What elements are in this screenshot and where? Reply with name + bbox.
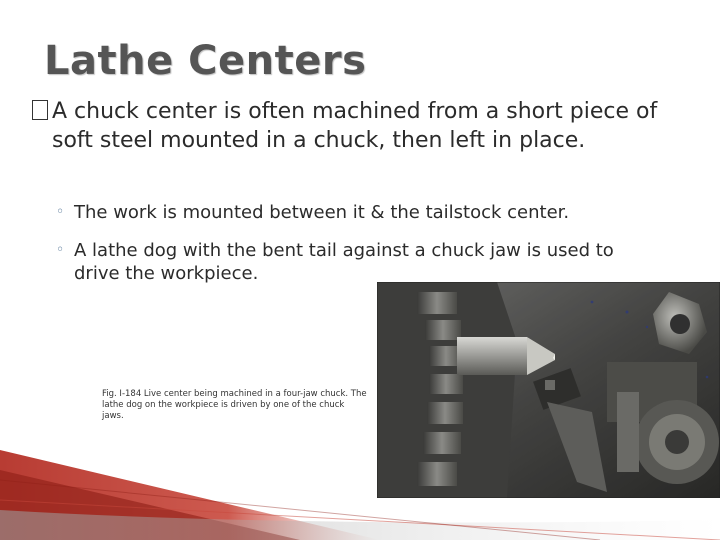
sub-bullet-marker-icon: ◦: [56, 204, 65, 220]
footer-decoration: [0, 450, 720, 540]
sub-bullet-text: A lathe dog with the bent tail against a chuck jaw is used to drive the workpiece.: [74, 240, 614, 284]
figure-caption: Fig. I-184 Live center being machined in a four-jaw chuck. The lathe dog on the workpiece is driven by one of the chuck jaws.: [102, 389, 367, 421]
main-bullet-text: A chuck center is often machined from a short piece of soft steel mounted in a chuck, then left in place.: [52, 99, 658, 153]
sub-bullet-marker-icon: ◦: [56, 242, 65, 258]
bullet-box-icon: [32, 100, 48, 120]
sub-bullet-text: The work is mounted between it & the tailstock center.: [74, 202, 570, 223]
main-bullet: [28, 97, 668, 153]
slide-title: Lathe Centers: [44, 38, 367, 84]
